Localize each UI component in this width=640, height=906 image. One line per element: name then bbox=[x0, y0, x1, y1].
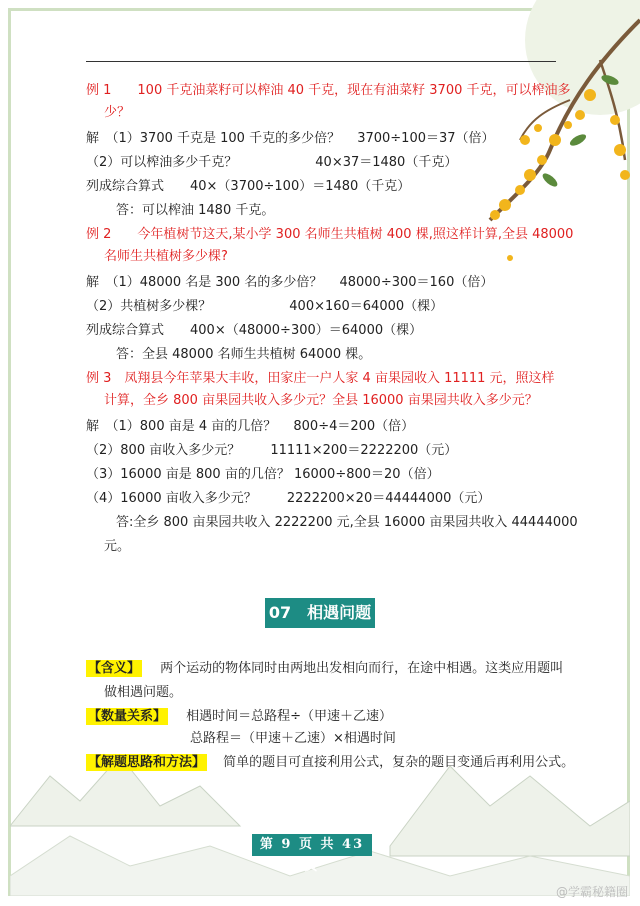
header-rule bbox=[86, 61, 556, 62]
relation-formula-2: 总路程＝（甲速＋乙速）×相遇时间 bbox=[190, 731, 396, 746]
page-number: 第 9 页 共 43 页 bbox=[252, 834, 372, 856]
section-title: 07 相遇问题 bbox=[265, 598, 375, 628]
example3-step2: （2）800 亩收入多少元？ 11111×200＝2222200（元） bbox=[86, 443, 458, 458]
example2-step2: （2）共植树多少棵？ 400×160＝64000（棵） bbox=[86, 299, 444, 314]
example3-question-line2: 计算，全乡 800 亩果园共收入多少元？全县 16000 亩果园共收入多少元？ bbox=[104, 393, 538, 408]
example1-combined: 列成综合算式 40×（3700÷100）＝1480（千克） bbox=[86, 179, 411, 194]
example2-question-line2: 名师生共植树多少棵? bbox=[104, 249, 228, 264]
plum-blossom-decoration bbox=[450, 0, 640, 300]
meaning-text: 两个运动的物体同时由两地出发相向而行，在途中相遇。这类应用题叫 bbox=[160, 661, 564, 676]
example2-answer: 答：全县 48000 名师生共植树 64000 棵。 bbox=[116, 347, 372, 362]
method-text: 简单的题目可直接利用公式，复杂的题目变通后再利用公式。 bbox=[223, 755, 575, 770]
example3-answer-line1: 答:全乡 800 亩果园共收入 2222200 元,全县 16000 亩果园共收入 44444000 bbox=[116, 515, 578, 530]
example2-combined: 列成综合算式 400×（48000÷300）＝64000（棵） bbox=[86, 323, 423, 338]
example1-answer: 答：可以榨油 1480 千克。 bbox=[116, 203, 275, 218]
method-row bbox=[86, 754, 574, 772]
example1-step2: （2）可以榨油多少千克？ 40×37＝1480（千克） bbox=[86, 155, 458, 170]
example3-answer-line2: 元。 bbox=[104, 539, 131, 554]
example3-question-line1: 例 3 凤翔县今年苹果大丰收，田家庄一户人家 4 亩果园收入 11111 元，照这样 bbox=[86, 371, 555, 386]
example1-question-line1: 例 1 100 千克油菜籽可以榨油 40 千克，现在有油菜籽 3700 千克，可以榨油多 bbox=[86, 83, 571, 98]
example3-step3: （3）16000 亩是 800 亩的几倍？ 16000÷800＝20（倍） bbox=[86, 467, 440, 482]
example2-step1: 解 （1）48000 名是 300 名的多少倍？ 48000÷300＝160（倍） bbox=[86, 275, 494, 290]
method-tag: 【解题思路和方法】 bbox=[88, 755, 206, 770]
relation-tag: 【数量关系】 bbox=[88, 709, 167, 724]
watermark: @学霸秘籍圈 bbox=[555, 885, 628, 899]
example1-question-line2: 少？ bbox=[104, 105, 131, 120]
relation-formula-1: 相遇时间＝总路程÷（甲速＋乙速） bbox=[186, 709, 393, 724]
meaning-tag: 【含义】 bbox=[88, 661, 141, 676]
meaning-row bbox=[86, 660, 563, 678]
example3-step4: （4）16000 亩收入多少元？ 2222200×20＝44444000（元） bbox=[86, 491, 491, 506]
relation-row bbox=[86, 708, 392, 726]
example2-question-line1: 例 2 今年植树节这天,某小学 300 名师生共植树 400 棵,照这样计算,全县 48000 bbox=[86, 227, 574, 242]
example1-step1: 解 （1）3700 千克是 100 千克的多少倍？ 3700÷100＝37（倍） bbox=[86, 131, 495, 146]
example3-step1: 解 （1）800 亩是 4 亩的几倍？ 800÷4＝200（倍） bbox=[86, 419, 415, 434]
meaning-text-cont: 做相遇问题。 bbox=[104, 685, 183, 700]
